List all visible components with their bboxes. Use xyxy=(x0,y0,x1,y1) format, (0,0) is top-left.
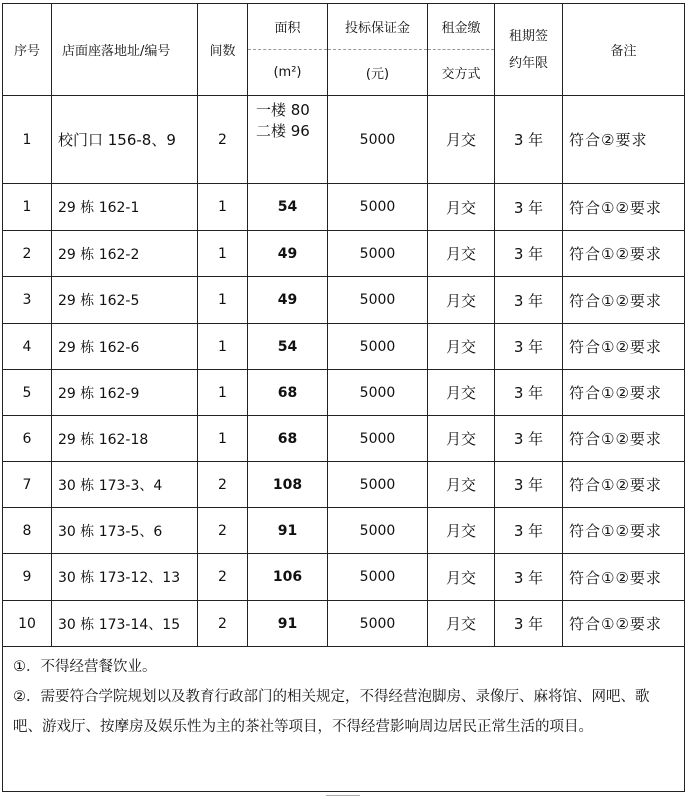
cell-seq: 1 xyxy=(3,184,52,231)
header-term xyxy=(495,4,563,96)
cell-address: 30 栋 173-3、4 xyxy=(52,462,198,508)
table-row xyxy=(3,324,685,370)
cell-address: 29 栋 162-18 xyxy=(52,416,198,462)
header-area xyxy=(248,4,328,96)
cell-area: 108 xyxy=(248,462,328,508)
cell-term: 3 年 xyxy=(495,508,563,554)
cell-note: 符合①②要求 xyxy=(563,554,685,601)
table-row xyxy=(3,184,685,231)
cell-note: 符合②要求 xyxy=(563,96,685,184)
header-deposit xyxy=(328,4,428,96)
cell-rooms: 1 xyxy=(198,184,248,231)
cell-area: 68 xyxy=(248,370,328,416)
header-term-line2: 约年限 xyxy=(508,55,548,71)
table-row xyxy=(3,462,685,508)
cell-seq: 10 xyxy=(3,601,52,647)
cell-area: 54 xyxy=(248,324,328,370)
notes-section xyxy=(3,647,685,792)
table-row xyxy=(3,231,685,277)
cell-address: 30 栋 173-14、15 xyxy=(52,601,198,647)
cell-payment: 月交 xyxy=(428,601,495,647)
table-row xyxy=(3,96,685,184)
cell-address: 29 栋 162-2 xyxy=(52,231,198,277)
cell-term: 3 年 xyxy=(495,554,563,601)
cell-seq: 8 xyxy=(3,508,52,554)
cell-payment: 月交 xyxy=(428,370,495,416)
table-row xyxy=(3,370,685,416)
cell-payment: 月交 xyxy=(428,416,495,462)
table-row xyxy=(3,508,685,554)
header-deposit-label: 投标保证金 xyxy=(328,4,427,50)
cell-seq: 2 xyxy=(3,231,52,277)
rental-table-sheet xyxy=(2,3,685,792)
cell-address: 29 栋 162-1 xyxy=(52,184,198,231)
header-payment-line1: 租金缴 xyxy=(428,4,494,50)
cell-rooms: 1 xyxy=(198,324,248,370)
cell-note: 符合①②要求 xyxy=(563,370,685,416)
cell-note: 符合①②要求 xyxy=(563,462,685,508)
cell-note: 符合①②要求 xyxy=(563,231,685,277)
header-term-line1: 租期签 xyxy=(508,28,548,44)
cell-term: 3 年 xyxy=(495,184,563,231)
cell-seq: 7 xyxy=(3,462,52,508)
cell-address: 30 栋 173-12、13 xyxy=(52,554,198,601)
cell-rooms: 2 xyxy=(198,508,248,554)
cell-payment: 月交 xyxy=(428,462,495,508)
header-area-label: 面积 xyxy=(248,4,327,50)
cell-seq: 1 xyxy=(3,96,52,184)
cell-rooms: 1 xyxy=(198,277,248,324)
cell-term: 3 年 xyxy=(495,277,563,324)
cell-seq: 9 xyxy=(3,554,52,601)
header-area-unit: (m²) xyxy=(273,65,302,80)
cell-deposit: 5000 xyxy=(328,462,428,508)
cell-rooms: 2 xyxy=(198,554,248,601)
cell-seq: 3 xyxy=(3,277,52,324)
cell-deposit: 5000 xyxy=(328,96,428,184)
table-row xyxy=(3,416,685,462)
cell-note: 符合①②要求 xyxy=(563,601,685,647)
cell-rooms: 2 xyxy=(198,462,248,508)
cell-area: 49 xyxy=(248,277,328,324)
cell-deposit: 5000 xyxy=(328,324,428,370)
cell-payment: 月交 xyxy=(428,324,495,370)
cell-area: 54 xyxy=(248,184,328,231)
header-note: 备注 xyxy=(563,4,685,96)
header-deposit-unit: (元) xyxy=(365,67,390,82)
page-edge-mark xyxy=(326,795,360,796)
rental-table xyxy=(2,3,685,792)
header-seq: 序号 xyxy=(3,4,52,96)
cell-deposit: 5000 xyxy=(328,231,428,277)
cell-term: 3 年 xyxy=(495,231,563,277)
header-address: 店面座落地址/编号 xyxy=(52,4,198,96)
cell-payment: 月交 xyxy=(428,554,495,601)
table-row xyxy=(3,554,685,601)
cell-payment: 月交 xyxy=(428,96,495,184)
notes-cell xyxy=(3,647,685,792)
cell-term: 3 年 xyxy=(495,324,563,370)
cell-deposit: 5000 xyxy=(328,554,428,601)
cell-seq: 5 xyxy=(3,370,52,416)
cell-rooms: 2 xyxy=(198,96,248,184)
cell-rooms: 1 xyxy=(198,370,248,416)
cell-term: 3 年 xyxy=(495,416,563,462)
cell-note: 符合①②要求 xyxy=(563,324,685,370)
cell-address: 29 栋 162-5 xyxy=(52,277,198,324)
cell-note: 符合①②要求 xyxy=(563,416,685,462)
table-row xyxy=(3,277,685,324)
cell-deposit: 5000 xyxy=(328,370,428,416)
cell-payment: 月交 xyxy=(428,184,495,231)
header-payment-line2: 交方式 xyxy=(441,67,481,82)
header-rooms: 间数 xyxy=(198,4,248,96)
cell-address: 校门口 156-8、9 xyxy=(52,96,198,184)
cell-note: 符合①②要求 xyxy=(563,277,685,324)
cell-address: 29 栋 162-9 xyxy=(52,370,198,416)
cell-area: 91 xyxy=(248,601,328,647)
cell-term: 3 年 xyxy=(495,601,563,647)
cell-area-floor2: 二楼 96 xyxy=(256,122,310,140)
cell-rooms: 1 xyxy=(198,231,248,277)
cell-address: 29 栋 162-6 xyxy=(52,324,198,370)
cell-area: 91 xyxy=(248,508,328,554)
cell-term: 3 年 xyxy=(495,96,563,184)
cell-deposit: 5000 xyxy=(328,184,428,231)
cell-rooms: 1 xyxy=(198,416,248,462)
table-row xyxy=(3,601,685,647)
header-payment xyxy=(428,4,495,96)
cell-note: 符合①②要求 xyxy=(563,184,685,231)
cell-area: 106 xyxy=(248,554,328,601)
cell-deposit: 5000 xyxy=(328,277,428,324)
cell-deposit: 5000 xyxy=(328,416,428,462)
cell-deposit: 5000 xyxy=(328,508,428,554)
table-body xyxy=(3,96,685,647)
table-header xyxy=(3,4,685,96)
cell-area: 49 xyxy=(248,231,328,277)
cell-payment: 月交 xyxy=(428,277,495,324)
cell-seq: 4 xyxy=(3,324,52,370)
cell-payment: 月交 xyxy=(428,508,495,554)
cell-term: 3 年 xyxy=(495,370,563,416)
cell-seq: 6 xyxy=(3,416,52,462)
cell-area-floor1: 一楼 80 xyxy=(256,101,310,119)
cell-deposit: 5000 xyxy=(328,601,428,647)
cell-area: 68 xyxy=(248,416,328,462)
cell-address: 30 栋 173-5、6 xyxy=(52,508,198,554)
cell-area xyxy=(248,96,328,184)
cell-term: 3 年 xyxy=(495,462,563,508)
cell-note: 符合①②要求 xyxy=(563,508,685,554)
note-restriction-1: ①．不得经营餐饮业。 xyxy=(13,659,157,675)
note-restriction-2: ②．需要符合学院规划以及教育行政部门的相关规定，不得经营泡脚房、录像厅、麻将馆、网吧、歌吧、游戏厅、按摩房及娱乐性为主的茶社等项目，不得经营影响周边居民正常生活的项目。 xyxy=(13,689,650,735)
cell-rooms: 2 xyxy=(198,601,248,647)
cell-payment: 月交 xyxy=(428,231,495,277)
